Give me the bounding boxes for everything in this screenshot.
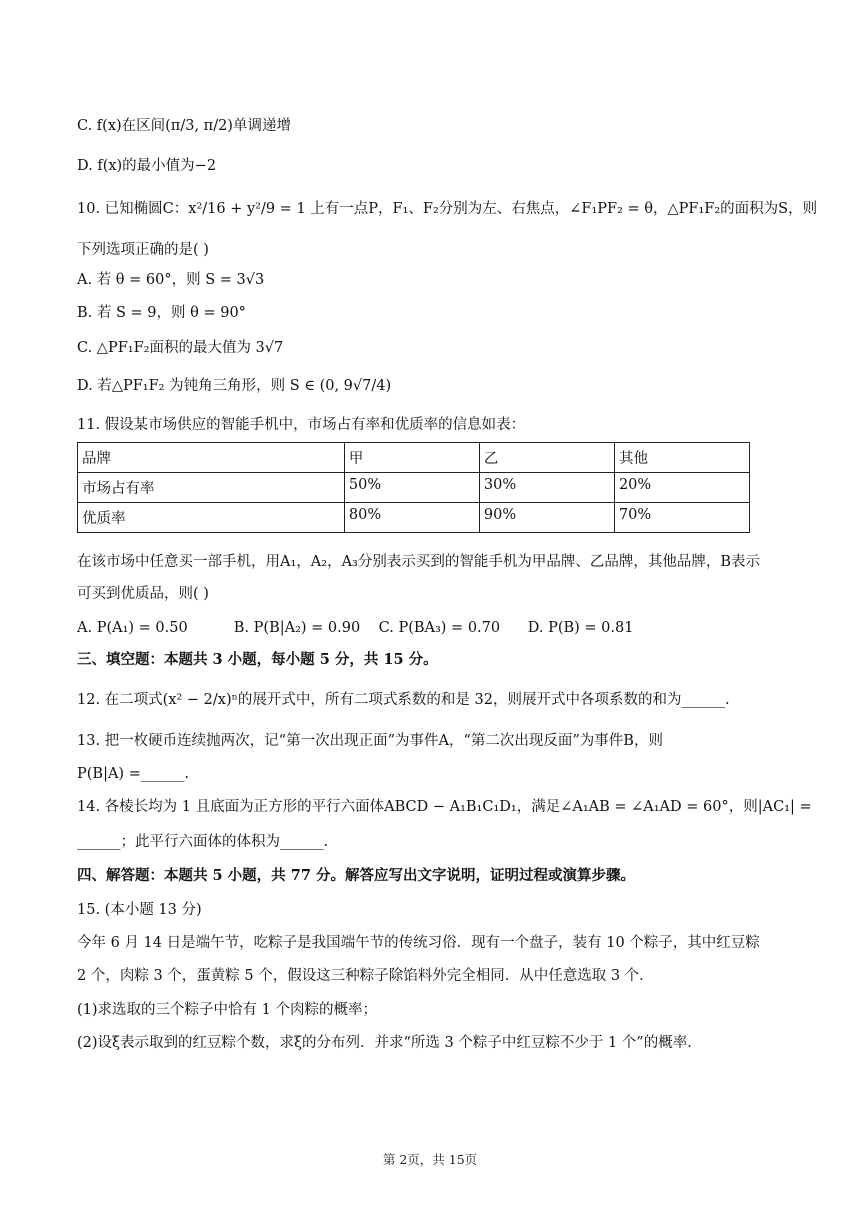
question-11-desc: 在该市场中任意买一部手机，用A₁，A₂，A₃分别表示买到的智能手机为甲品牌、乙品牌，其他品牌，B表示 xyxy=(77,554,761,570)
option-a-q10: A. 若 θ = 60°，则 S = 3√3 xyxy=(77,272,265,288)
question-15-stem-cont: 2 个，肉粽 3 个，蛋黄粽 5 个，假设这三种粽子除馅料外完全相同．从中任意选取 3 个． xyxy=(77,968,654,984)
question-11-stem: 11. 假设某市场供应的智能手机中，市场占有率和优质率的信息如表： xyxy=(77,417,526,433)
section-3-heading: 三、填空题：本题共 3 小题，每小题 5 分，共 15 分。 xyxy=(77,651,438,668)
table-cell: 甲 xyxy=(344,443,479,473)
page-footer: 第 2页，共 15页 xyxy=(382,1152,478,1167)
table-cell: 优质率 xyxy=(78,503,345,533)
question-13: 13. 把一枚硬币连续抛两次，记“第一次出现正面”为事件A，“第二次出现反面”为事件B，则 xyxy=(77,733,663,749)
question-11-options: A. P(A₁) = 0.50 B. P(B|A₂) = 0.90 C. P(BA₃) = 0.70 D. P(B) = 0.81 xyxy=(77,620,634,636)
table-cell: 20% xyxy=(614,473,749,503)
table-cell: 品牌 xyxy=(78,443,345,473)
table-cell: 乙 xyxy=(479,443,614,473)
question-15-header: 15. (本小题 13 分) xyxy=(77,902,202,918)
option-b-q10: B. 若 S = 9，则 θ = 90° xyxy=(77,305,246,321)
option-d-q9: D. f(x)的最小值为−2 xyxy=(77,158,217,174)
option-c-q9: C. f(x)在区间(π/3, π/2)单调递增 xyxy=(77,118,291,134)
question-10-stem-cont: 下列选项正确的是( ) xyxy=(77,242,209,258)
table-cell: 80% xyxy=(344,503,479,533)
question-13-cont: P(B|A) =______. xyxy=(77,766,189,782)
option-c-q10: C. △PF₁F₂面积的最大值为 3√7 xyxy=(77,340,284,356)
table-cell: 其他 xyxy=(614,443,749,473)
table-cell: 70% xyxy=(614,503,749,533)
table-cell: 50% xyxy=(344,473,479,503)
section-4-heading: 四、解答题：本题共 5 小题，共 77 分。解答应写出文字说明，证明过程或演算步骤。 xyxy=(77,867,635,884)
table-row xyxy=(78,473,750,503)
question-10-stem: 10. 已知椭圆C：x²/16 + y²/9 = 1 上有一点P，F₁、F₂分别为左、右焦点，∠F₁PF₂ = θ，△PF₁F₂的面积为S，则 xyxy=(77,201,818,217)
table-cell: 市场占有率 xyxy=(78,473,345,503)
table-cell: 30% xyxy=(479,473,614,503)
table-row xyxy=(78,443,750,473)
table-row xyxy=(78,503,750,533)
question-14: 14. 各棱长均为 1 且底面为正方形的平行六面体ABCD − A₁B₁C₁D₁，满足∠A₁AB = ∠A₁AD = 60°，则|AC₁| = xyxy=(77,799,812,815)
question-15-stem: 今年 6 月 14 日是端午节，吃粽子是我国端午节的传统习俗．现有一个盘子，装有 10 个粽子，其中红豆粽 xyxy=(77,935,760,951)
option-d-q10: D. 若△PF₁F₂ 为钝角三角形，则 S ∈ (0, 9√7/4) xyxy=(77,378,392,394)
question-15-part-2: (2)设ξ表示取到的红豆粽个数，求ξ的分布列．并求“所选 3 个粽子中红豆粽不少于 1 个”的概率． xyxy=(77,1035,702,1051)
table-cell: 90% xyxy=(479,503,614,533)
question-12: 12. 在二项式(x² − 2/x)ⁿ的展开式中，所有二项式系数的和是 32，则展开式中各项系数的和为______. xyxy=(77,692,730,708)
question-11-desc-cont: 可买到优质品，则( ) xyxy=(77,586,209,602)
question-15-part-1: (1)求选取的三个粽子中恰有 1 个肉粽的概率； xyxy=(77,1002,377,1018)
market-share-table xyxy=(77,442,750,533)
question-14-cont: ______；此平行六面体的体积为______. xyxy=(77,834,329,850)
